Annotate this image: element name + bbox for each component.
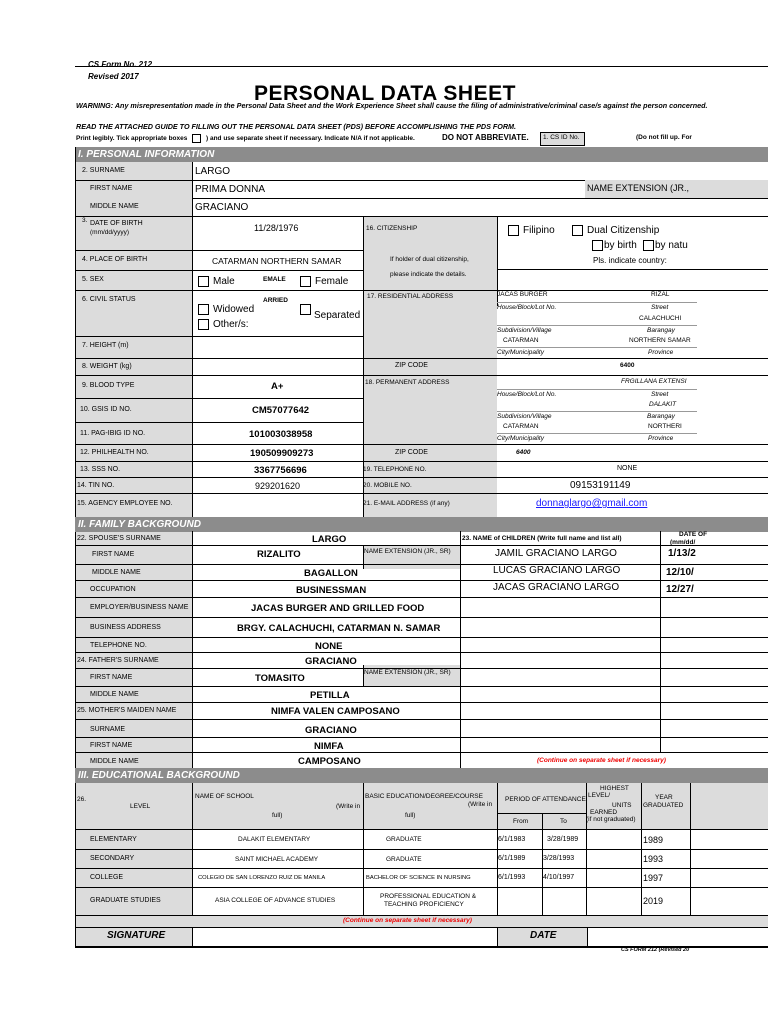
- mother-maiden-label: 25. MOTHER'S MAIDEN NAME: [77, 707, 177, 714]
- children-label: 23. NAME of CHILDREN (Write full name and list all): [462, 535, 622, 542]
- mother-maiden-value[interactable]: NIMFA VALEN CAMPOSANO: [271, 706, 400, 717]
- cs-id-note: (Do not fill up. For: [636, 134, 692, 141]
- occupation-value[interactable]: BUSINESSMAN: [296, 585, 367, 596]
- res-barangay[interactable]: CALACHUCHI: [639, 315, 682, 322]
- form-number: CS Form No. 212: [88, 60, 153, 69]
- edu-year-head: YEAR: [655, 794, 673, 801]
- edu-year[interactable]: 1989: [643, 835, 664, 845]
- edu-course[interactable]: PROFESSIONAL EDUCATION &: [380, 893, 477, 900]
- res-province[interactable]: NORTHERN SAMAR: [629, 337, 691, 344]
- perm-city[interactable]: CATARMAN: [503, 423, 539, 430]
- perm-province[interactable]: NORTHERI: [648, 423, 682, 430]
- occupation-label: OCCUPATION: [90, 586, 136, 593]
- edu-school[interactable]: COLEGIO DE SAN LORENZO RUIZ DE MANILA: [198, 875, 326, 881]
- filipino-checkbox-icon[interactable]: [508, 225, 519, 236]
- email-value[interactable]: donnaglargo@gmail.com: [536, 498, 648, 509]
- dual-checkbox-icon[interactable]: [572, 225, 583, 236]
- res-house[interactable]: JACAS BURGER: [497, 291, 548, 298]
- edu-school-head: NAME OF SCHOOL: [195, 793, 254, 800]
- edu-level-head: LEVEL: [130, 803, 151, 810]
- top-rule: [75, 66, 768, 67]
- business-address-label: BUSINESS ADDRESS: [90, 624, 161, 631]
- res-zip-label: ZIP CODE: [395, 362, 428, 369]
- name-extension-label: NAME EXTENSION (JR.,: [587, 183, 690, 193]
- surname-label: 2. SURNAME: [82, 167, 125, 174]
- edu-year[interactable]: 1993: [643, 854, 664, 864]
- mother-middle-name-value[interactable]: CAMPOSANO: [298, 756, 361, 767]
- edu-to[interactable]: 4/10/1997: [543, 874, 575, 881]
- separated-checkbox-icon[interactable]: [300, 304, 311, 315]
- father-surname-value[interactable]: GRACIANO: [305, 656, 357, 667]
- blood-type-value[interactable]: A+: [271, 381, 284, 392]
- pagibig-value[interactable]: 101003038958: [249, 429, 313, 440]
- pls-indicate-country: Pls. indicate country:: [593, 256, 667, 265]
- edu-level: COLLEGE: [90, 874, 124, 881]
- father-middle-name-value[interactable]: PETILLA: [310, 690, 350, 701]
- edu-course[interactable]: BACHELOR OF SCIENCE IN NURSING: [366, 875, 471, 881]
- by-naturalization-checkbox-icon[interactable]: [643, 240, 654, 251]
- edu-level: SECONDARY: [90, 855, 135, 862]
- print-legibly-text: Print legibly. Tick appropriate boxes ) and use separate sheet if necessary. Indicate N/A if not applicable.: [76, 135, 415, 143]
- date-label: DATE: [530, 930, 557, 941]
- spouse-surname-label: 22. SPOUSE'S SURNAME: [77, 535, 161, 542]
- edu-to[interactable]: 3/28/1989: [547, 836, 579, 843]
- mother-surname-label: SURNAME: [90, 726, 126, 733]
- res-street[interactable]: RIZAL: [651, 291, 670, 298]
- section-personal-information: I. PERSONAL INFORMATION: [75, 147, 768, 162]
- cs-id-label: 1. CS ID No.: [543, 134, 580, 141]
- edu-course-head: BASIC EDUCATION/DEGREE/COURSE: [365, 793, 483, 800]
- email-label: 21. E-MAIL ADDRESS (if any): [363, 500, 450, 507]
- first-name-label: FIRST NAME: [90, 185, 133, 192]
- perm-zip-value[interactable]: 6400: [516, 449, 531, 456]
- edu-from[interactable]: 6/1/1983: [498, 836, 526, 843]
- gsis-value[interactable]: CM57077642: [252, 405, 310, 416]
- spouse-first-name-value[interactable]: RIZALITO: [257, 549, 301, 560]
- citizenship-label: 16. CITIZENSHIP: [366, 225, 418, 232]
- dual-note-1: If holder of dual citizenship,: [390, 256, 469, 263]
- edu-from[interactable]: 6/1/1989: [498, 855, 526, 862]
- business-address-value[interactable]: BRGY. CALACHUCHI, CATARMAN N. SAMAR: [237, 623, 441, 634]
- telephone-label: 19. TELEPHONE NO.: [363, 466, 427, 473]
- form-footer: CS FORM 212 (Revised 20: [621, 947, 690, 953]
- signature-field[interactable]: [195, 929, 495, 944]
- others-option[interactable]: Other/s:: [198, 319, 249, 330]
- mobile-value[interactable]: 09153191149: [570, 480, 631, 491]
- edu-course[interactable]: GRADUATE: [386, 856, 422, 863]
- blood-type-label: 9. BLOOD TYPE: [82, 382, 135, 389]
- widowed-option[interactable]: Widowed: [198, 304, 254, 315]
- telephone-value[interactable]: NONE: [617, 465, 638, 472]
- child-name[interactable]: LUCAS GRACIANO LARGO: [493, 565, 621, 576]
- tick-box-icon: [192, 134, 201, 143]
- sss-value[interactable]: 3367756696: [254, 465, 307, 476]
- signature-label: SIGNATURE: [107, 930, 166, 941]
- civil-status-label: 6. CIVIL STATUS: [82, 296, 136, 303]
- by-naturalization-option[interactable]: by natu: [643, 240, 688, 251]
- dual-citizenship-option[interactable]: Dual Citizenship: [572, 225, 659, 236]
- child-name[interactable]: JACAS GRACIANO LARGO: [493, 582, 620, 593]
- edu-from-head: From: [513, 818, 529, 825]
- male-option[interactable]: Male: [198, 276, 235, 287]
- edu-year[interactable]: 2019: [643, 896, 664, 906]
- sss-label: 13. SSS NO.: [80, 466, 121, 473]
- spouse-name-ext-label: NAME EXTENSION (JR., SR): [364, 548, 451, 555]
- male-checkbox-icon[interactable]: [198, 276, 209, 287]
- middle-name-value[interactable]: GRACIANO: [195, 202, 249, 213]
- employer-value[interactable]: JACAS BURGER AND GRILLED FOOD: [251, 603, 425, 614]
- father-middle-name-label: MIDDLE NAME: [90, 691, 139, 698]
- others-checkbox-icon[interactable]: [198, 319, 209, 330]
- weight-label: 8. WEIGHT (kg): [82, 363, 132, 370]
- res-zip-value[interactable]: 6400: [620, 362, 635, 369]
- edu-year[interactable]: 1997: [643, 873, 664, 883]
- pob-value[interactable]: CATARMAN NORTHERN SAMAR: [212, 256, 342, 266]
- edu-school[interactable]: ASIA COLLEGE OF ADVANCE STUDIES: [215, 897, 336, 904]
- spouse-middle-name-label: MIDDLE NAME: [92, 569, 141, 576]
- tin-value[interactable]: 929201620: [255, 481, 301, 491]
- dob-format: (mm/dd/yyyy): [90, 229, 129, 236]
- by-birth-option[interactable]: by birth: [592, 240, 637, 251]
- mobile-label: 20. MOBILE NO.: [363, 482, 412, 489]
- perm-street[interactable]: FRGILLANA EXTENSI: [621, 378, 687, 385]
- child-dob[interactable]: 12/27/: [666, 584, 694, 595]
- mother-first-name-value[interactable]: NIMFA: [314, 741, 344, 752]
- spouse-first-name-label: FIRST NAME: [92, 551, 135, 558]
- edu-course-line-2[interactable]: TEACHING PROFICIENCY: [384, 901, 464, 908]
- pob-label: 4. PLACE OF BIRTH: [82, 256, 148, 263]
- read-guide-text: READ THE ATTACHED GUIDE TO FILLING OUT THE PERSONAL DATA SHEET (PDS) BEFORE ACCOMPLISHING THE PDS FORM.: [76, 122, 517, 131]
- edu-to-head: To: [560, 818, 567, 825]
- philhealth-value[interactable]: 190509909273: [250, 448, 314, 459]
- edu-period-head: PERIOD OF ATTENDANCE: [505, 796, 586, 803]
- pagibig-label: 11. PAG-IBIG ID NO.: [80, 430, 146, 437]
- children-dob-head-1: DATE OF: [679, 531, 708, 538]
- father-surname-label: 24. FATHER'S SURNAME: [77, 657, 159, 664]
- residential-address-label: 17. RESIDENTIAL ADDRESS: [367, 293, 454, 300]
- edu-course[interactable]: GRADUATE: [386, 836, 422, 843]
- edu-continue-note: (Continue on separate sheet if necessary): [343, 917, 472, 924]
- father-first-name-value[interactable]: TOMASITO: [255, 673, 305, 684]
- frame-left: [75, 147, 76, 946]
- separated-option[interactable]: [300, 304, 315, 315]
- edu-school[interactable]: SAINT MICHAEL ACADEMY: [235, 856, 319, 863]
- edu-level: ELEMENTARY: [90, 836, 137, 843]
- do-not-abbreviate: DO NOT ABBREVIATE.: [442, 133, 529, 142]
- edu-level: GRADUATE STUDIES: [90, 897, 161, 904]
- first-name-value[interactable]: PRIMA DONNA: [195, 184, 266, 195]
- employer-label: EMPLOYER/BUSINESS NAME: [90, 604, 189, 611]
- sex-label: 5. SEX: [82, 276, 104, 283]
- permanent-address-label: 18. PERMANENT ADDRESS: [365, 379, 450, 386]
- by-birth-checkbox-icon[interactable]: [592, 240, 603, 251]
- form-revision: Revised 2017: [88, 72, 139, 81]
- filipino-option[interactable]: Filipino: [508, 225, 555, 236]
- spouse-telephone-label: TELEPHONE NO.: [90, 642, 147, 649]
- section-family-background: II. FAMILY BACKGROUND: [75, 517, 768, 532]
- edu-to[interactable]: 3/28/1993: [543, 855, 575, 862]
- section-educational-background: III. EDUCATIONAL BACKGROUND: [75, 768, 768, 783]
- child-dob[interactable]: 12/10/: [666, 567, 694, 578]
- father-name-ext-label: NAME EXTENSION (JR., SR): [364, 669, 451, 676]
- perm-zip-label: ZIP CODE: [395, 449, 428, 456]
- edu-school[interactable]: DALAKIT ELEMENTARY: [238, 836, 311, 843]
- date-field[interactable]: [590, 929, 760, 944]
- perm-barangay[interactable]: DALAKIT: [649, 401, 677, 408]
- spouse-telephone-value[interactable]: NONE: [315, 641, 343, 652]
- child-name[interactable]: JAMIL GRACIANO LARGO: [495, 548, 617, 559]
- surname-value[interactable]: LARGO: [195, 166, 231, 177]
- child-dob[interactable]: 1/13/2: [668, 548, 696, 559]
- family-continue-note: (Continue on separate sheet if necessary): [537, 757, 666, 764]
- mother-middle-name-label: MIDDLE NAME: [90, 758, 139, 765]
- spouse-surname-value[interactable]: LARGO: [312, 534, 347, 545]
- mother-first-name-label: FIRST NAME: [90, 742, 133, 749]
- philhealth-label: 12. PHILHEALTH NO.: [80, 449, 149, 456]
- height-label: 7. HEIGHT (m): [82, 342, 129, 349]
- warning-text: WARNING: Any misrepresentation made in the Personal Data Sheet and the Work Experience Sheet shall cause the filing of administrative/criminal case/s against the person concerned.: [76, 101, 708, 110]
- page-title: PERSONAL DATA SHEET: [254, 82, 516, 105]
- dob-value[interactable]: 11/28/1976: [254, 223, 299, 233]
- dob-label: DATE OF BIRTH: [90, 220, 143, 227]
- dual-note-2: please indicate the details.: [390, 271, 467, 278]
- female-checkbox-icon[interactable]: [300, 276, 311, 287]
- children-dob-head-2: (mm/dd/: [670, 539, 696, 546]
- agency-employee-label: 15. AGENCY EMPLOYEE NO.: [77, 500, 173, 507]
- father-first-name-label: FIRST NAME: [90, 674, 133, 681]
- edu-from[interactable]: 6/1/1993: [498, 874, 526, 881]
- res-city[interactable]: CATARMAN: [503, 337, 539, 344]
- middle-name-label: MIDDLE NAME: [90, 203, 139, 210]
- female-option[interactable]: Female: [300, 276, 348, 287]
- spouse-middle-name-value[interactable]: BAGALLON: [304, 568, 358, 579]
- mother-surname-value[interactable]: GRACIANO: [305, 725, 357, 736]
- gsis-label: 10. GSIS ID NO.: [80, 406, 132, 413]
- tin-label: 14. TIN NO.: [77, 482, 115, 489]
- widowed-checkbox-icon[interactable]: [198, 304, 209, 315]
